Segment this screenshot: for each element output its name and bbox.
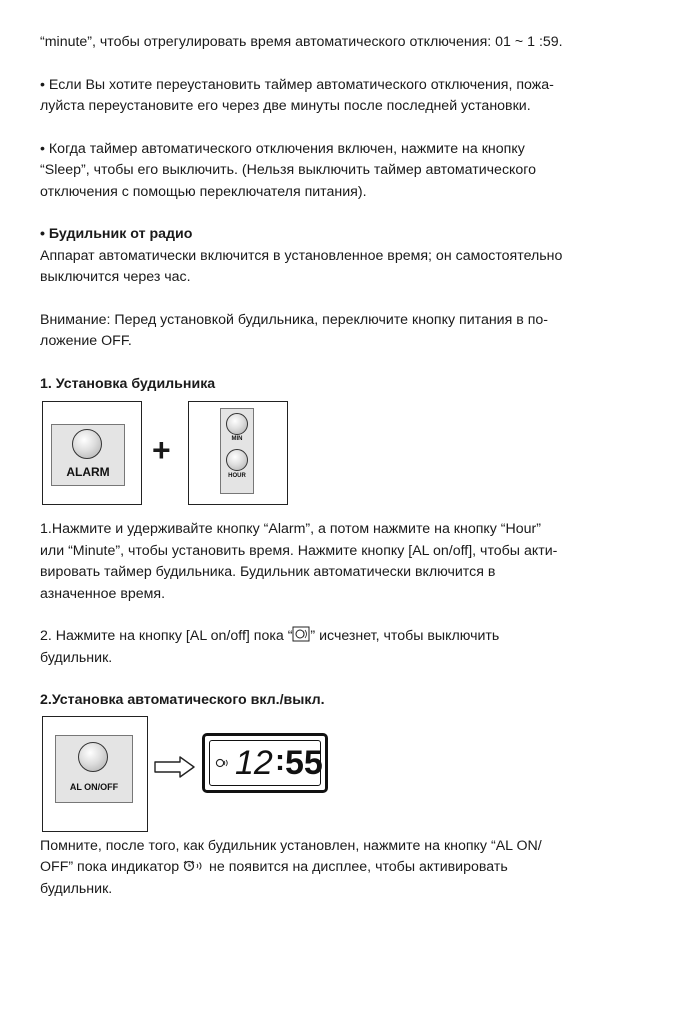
- paragraph-step1-l1: 1.Нажмите и удерживайте кнопку “Alarm”, а потом нажмите на кнопку “Hour”: [40, 521, 542, 537]
- manual-page: [40, 32, 650, 900]
- hour-label: HOUR: [228, 473, 246, 479]
- lcd-hours: 12: [235, 743, 273, 782]
- min-label: MIN: [231, 436, 243, 442]
- paragraph-sleep-l1: • Когда таймер автоматического отключения включен, нажмите на кнопку: [40, 140, 525, 157]
- right-arrow-icon: [154, 756, 196, 778]
- paragraph-reset-l1: • Если Вы хотите переустановить таймер автоматического отключения, пожа-: [40, 76, 554, 93]
- heading-radio-alarm: • Будильник от радио: [40, 226, 193, 242]
- paragraph-remember-l1: Помните, после того, как будильник установлен, нажмите на кнопку “AL ON/: [40, 837, 542, 854]
- alarm-knob-icon: [72, 429, 102, 459]
- heading-alarm-setup: 1. Установка будильника: [40, 375, 216, 392]
- figure-alarm-buttons: [40, 401, 650, 519]
- lcd-minutes: 55: [285, 743, 323, 782]
- paragraph-remember-l2: [40, 857, 650, 879]
- alarm-indicator-icon: [215, 757, 229, 769]
- paragraph-step2-l2: будильник.: [40, 649, 113, 666]
- paragraph-reset-l2: луйста переустановите его через две минуты после последней установки.: [40, 98, 531, 114]
- paragraph-step1-l4: азначенное время.: [40, 585, 166, 602]
- alarm-button-panel: [51, 424, 125, 486]
- paragraph-auto-on-l1: Аппарат автоматически включится в установленное время; он самостоятельно: [40, 247, 563, 264]
- paragraph-warning-l2: ложение OFF.: [40, 333, 132, 349]
- time-buttons-frame: [188, 401, 288, 505]
- paragraph-step1-l3: вировать таймер будильника. Будильник автоматически включится в: [40, 564, 496, 580]
- paragraph-warning-l1: Внимание: Перед установкой будильника, переключите кнопку питания в по-: [40, 311, 549, 328]
- time-buttons-panel: [220, 408, 254, 494]
- heading-auto-onoff: 2.Установка автоматического вкл./выкл.: [40, 692, 325, 708]
- remember-text-a: OFF” пока индикатор: [40, 859, 184, 875]
- lcd-display: [202, 733, 328, 793]
- alarm-button-frame: [42, 401, 142, 505]
- alarm-bell-icon: [292, 626, 310, 642]
- paragraph-sleep-l2: “Sleep”, чтобы его выключить. (Нельзя выключить таймер автоматического: [40, 162, 537, 178]
- step2-text-a: 2. Нажмите на кнопку [AL on/off] пока “: [40, 628, 293, 644]
- alarm-label: ALARM: [66, 465, 110, 479]
- al-onoff-label: AL ON/OFF: [69, 781, 119, 792]
- al-button-frame: [42, 716, 148, 832]
- paragraph-step1-l2: или “Minute”, чтобы установить время. Нажмите кнопку [AL on/off], чтобы акти-: [40, 542, 558, 559]
- paragraph-auto-on-l2: выключится через час.: [40, 269, 191, 285]
- paragraph-remember-l3: будильник.: [40, 880, 113, 897]
- paragraph-step2-l1: [40, 626, 650, 648]
- hour-knob-icon: [226, 449, 248, 471]
- al-button-panel: [55, 735, 133, 803]
- lcd-colon: :: [275, 743, 285, 777]
- remember-text-b: не появится на дисплее, чтобы активировать: [205, 859, 508, 875]
- paragraph-minute: “minute”, чтобы отрегулировать время автоматического отключения: 01 ~ 1 :59.: [40, 34, 563, 50]
- alarm-indicator-inline-icon: [183, 859, 205, 873]
- step2-text-b: ” исчезнет, чтобы выключить: [310, 628, 500, 644]
- figure-al-onoff: [40, 716, 650, 836]
- paragraph-sleep-l3: отключения с помощью переключателя питания).: [40, 183, 367, 200]
- min-knob-icon: [226, 413, 248, 435]
- al-knob-icon: [78, 742, 108, 772]
- plus-sign: +: [152, 432, 171, 468]
